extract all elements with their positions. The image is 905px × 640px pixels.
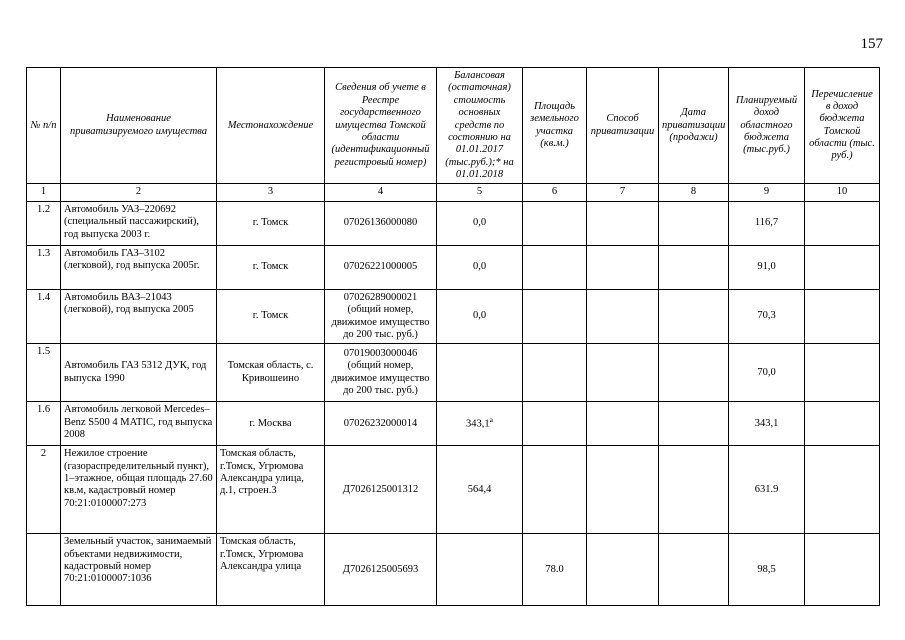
row-method bbox=[587, 534, 659, 606]
row-transferred bbox=[805, 344, 880, 402]
row-num: 1.6 bbox=[27, 402, 61, 446]
row-date bbox=[659, 289, 729, 344]
column-number-5: 5 bbox=[437, 184, 523, 201]
row-cost: 0,0 bbox=[437, 245, 523, 289]
header-cell-location: Местонахождение bbox=[217, 68, 325, 184]
row-location: г. Томск bbox=[217, 245, 325, 289]
row-date bbox=[659, 201, 729, 245]
header-cell-transferred: Перечисление в доход бюджета Томской области (тыс. руб.) bbox=[805, 68, 880, 184]
table-row bbox=[27, 245, 880, 289]
row-method bbox=[587, 245, 659, 289]
row-location: Томская область, с. Кривошеино bbox=[217, 344, 325, 402]
row-date bbox=[659, 344, 729, 402]
row-planned-income: 343,1 bbox=[729, 402, 805, 446]
header-cell-num: № п/п bbox=[27, 68, 61, 184]
row-area bbox=[523, 344, 587, 402]
row-registry: 07026221000005 bbox=[325, 245, 437, 289]
row-transferred bbox=[805, 245, 880, 289]
header-cell-planned-income: Планируемый доход областного бюджета (тыс.руб.) bbox=[729, 68, 805, 184]
row-num: 1.2 bbox=[27, 201, 61, 245]
column-number-10: 10 bbox=[805, 184, 880, 201]
row-registry: 07019003000046 (общий номер, движимое имущество до 200 тыс. руб.) bbox=[325, 344, 437, 402]
header-cell-date: Дата приватизации (продажи) bbox=[659, 68, 729, 184]
row-num: 1.4 bbox=[27, 289, 61, 344]
header-cell-name: Наименование приватизируемого имущества bbox=[61, 68, 217, 184]
row-transferred bbox=[805, 534, 880, 606]
row-name: Автомобиль ВАЗ–21043 (легковой), год выпуска 2005 bbox=[61, 289, 217, 344]
row-cost bbox=[437, 402, 523, 446]
row-date bbox=[659, 446, 729, 534]
column-number-1: 1 bbox=[27, 184, 61, 201]
table-header-row bbox=[27, 68, 880, 184]
row-area bbox=[523, 402, 587, 446]
header-cell-registry: Сведения об учете в Реестре государственного имущества Томской области (идентификационный регистровый номер) bbox=[325, 68, 437, 184]
row-location: г. Москва bbox=[217, 402, 325, 446]
row-planned-income: 91,0 bbox=[729, 245, 805, 289]
row-cost-footnote: а bbox=[489, 415, 493, 425]
row-transferred bbox=[805, 446, 880, 534]
table-column-number-row bbox=[27, 184, 880, 201]
table-row bbox=[27, 344, 880, 402]
row-name: Автомобиль легковой Mercedes–Benz S500 4 MATIC, год выпуска 2008 bbox=[61, 402, 217, 446]
row-name: Автомобиль ГАЗ 5312 ДУК, год выпуска 1990 bbox=[61, 344, 217, 402]
row-name: Нежилое строение (газораспределительный пункт), 1–этажное, общая площадь 27.60 кв.м, кадастровый номер 70:21:0100007:273 bbox=[61, 446, 217, 534]
row-method bbox=[587, 344, 659, 402]
row-num: 2 bbox=[27, 446, 61, 534]
row-registry: 07026289000021 (общий номер, движимое имущество до 200 тыс. руб.) bbox=[325, 289, 437, 344]
column-number-6: 6 bbox=[523, 184, 587, 201]
row-cost: 0,0 bbox=[437, 201, 523, 245]
row-area bbox=[523, 289, 587, 344]
header-cell-area: Площадь земельного участка (кв.м.) bbox=[523, 68, 587, 184]
table-row bbox=[27, 201, 880, 245]
column-number-2: 2 bbox=[61, 184, 217, 201]
column-number-4: 4 bbox=[325, 184, 437, 201]
row-cost bbox=[437, 534, 523, 606]
row-location: Томская область, г.Томск, Угрюмова Александра улица, д.1, строен.3 bbox=[217, 446, 325, 534]
page-number: 157 bbox=[860, 36, 883, 52]
row-location: г. Томск bbox=[217, 289, 325, 344]
row-planned-income: 116,7 bbox=[729, 201, 805, 245]
column-number-8: 8 bbox=[659, 184, 729, 201]
row-name: Автомобиль ГАЗ–3102 (легковой), год выпуска 2005г. bbox=[61, 245, 217, 289]
row-date bbox=[659, 534, 729, 606]
row-registry: Д7026125001312 bbox=[325, 446, 437, 534]
row-transferred bbox=[805, 289, 880, 344]
row-location: г. Томск bbox=[217, 201, 325, 245]
row-cost: 564,4 bbox=[437, 446, 523, 534]
row-name: Земельный участок, занимаемый объектами недвижимости, кадастровый номер 70:21:0100007:1036 bbox=[61, 534, 217, 606]
table-row bbox=[27, 446, 880, 534]
column-number-7: 7 bbox=[587, 184, 659, 201]
row-area bbox=[523, 245, 587, 289]
row-date bbox=[659, 402, 729, 446]
header-cell-method: Способ приватизации bbox=[587, 68, 659, 184]
row-cost-value: 343,1 bbox=[466, 418, 490, 430]
row-area bbox=[523, 446, 587, 534]
table-row bbox=[27, 534, 880, 606]
row-num bbox=[27, 534, 61, 606]
row-num: 1.5 bbox=[27, 344, 61, 402]
header-cell-cost: Балансовая (остаточная) стоимость основных средств по состоянию на 01.01.2017 (тыс.руб.);* на 01.01.2018 bbox=[437, 68, 523, 184]
row-planned-income: 98,5 bbox=[729, 534, 805, 606]
table-row bbox=[27, 402, 880, 446]
row-method bbox=[587, 402, 659, 446]
row-registry: 07026232000014 bbox=[325, 402, 437, 446]
row-registry: 07026136000080 bbox=[325, 201, 437, 245]
column-number-3: 3 bbox=[217, 184, 325, 201]
row-area bbox=[523, 201, 587, 245]
row-method bbox=[587, 289, 659, 344]
privatization-table bbox=[26, 67, 880, 606]
row-cost: 0,0 bbox=[437, 289, 523, 344]
column-number-9: 9 bbox=[729, 184, 805, 201]
row-num: 1.3 bbox=[27, 245, 61, 289]
row-transferred bbox=[805, 402, 880, 446]
row-date bbox=[659, 245, 729, 289]
row-planned-income: 70,0 bbox=[729, 344, 805, 402]
row-planned-income: 70,3 bbox=[729, 289, 805, 344]
row-method bbox=[587, 201, 659, 245]
row-planned-income: 631.9 bbox=[729, 446, 805, 534]
row-area: 78.0 bbox=[523, 534, 587, 606]
row-location: Томская область, г.Томск, Угрюмова Александра улица bbox=[217, 534, 325, 606]
table-row bbox=[27, 289, 880, 344]
row-cost bbox=[437, 344, 523, 402]
row-method bbox=[587, 446, 659, 534]
row-transferred bbox=[805, 201, 880, 245]
row-registry: Д7026125005693 bbox=[325, 534, 437, 606]
row-name: Автомобиль УАЗ–220692 (специальный пассажирский), год выпуска 2003 г. bbox=[61, 201, 217, 245]
